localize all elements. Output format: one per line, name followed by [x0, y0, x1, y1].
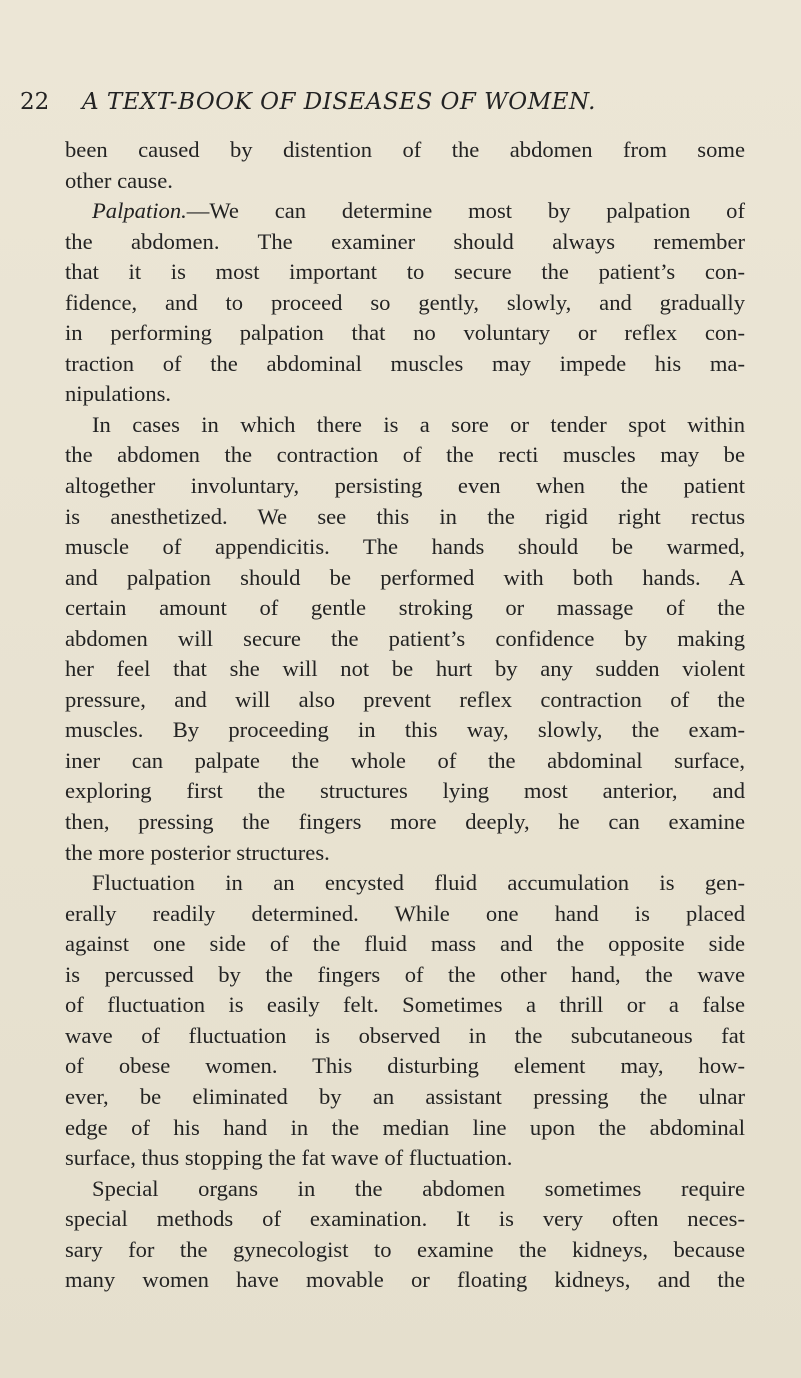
text-line: ever, be eliminated by an assistant pressing the ulnar	[65, 1083, 745, 1109]
section-heading: Palpation.	[92, 198, 187, 224]
text-line: and palpation should be performed with both hands. A	[65, 564, 745, 590]
body-text	[65, 135, 745, 1296]
page-number: 22	[20, 89, 50, 115]
text-line: is anesthetized. We see this in the rigid right rectus	[65, 503, 745, 529]
text-line: In cases in which there is a sore or tender spot within	[92, 411, 745, 437]
running-title: A TEXT-BOOK OF DISEASES OF WOMEN.	[82, 89, 596, 115]
text-line: iner can palpate the whole of the abdominal surface,	[65, 747, 745, 773]
text-run: —We can determine most by palpation of	[186, 198, 745, 224]
text-line: traction of the abdominal muscles may impede his ma-	[65, 350, 745, 376]
text-line: other cause.	[65, 167, 173, 193]
text-line: surface, thus stopping the fat wave of fluctuation.	[65, 1145, 513, 1171]
text-line: sary for the gynecologist to examine the kidneys, because	[65, 1236, 745, 1262]
text-line: her feel that she will not be hurt by any sudden violent	[65, 656, 745, 682]
text-line: edge of his hand in the median line upon the abdominal	[65, 1114, 745, 1140]
text-line: exploring first the structures lying most anterior, and	[65, 778, 745, 804]
text-line: many women have movable or floating kidneys, and the	[65, 1267, 745, 1293]
text-line: in performing palpation that no voluntary or reflex con-	[65, 320, 745, 346]
text-line: of fluctuation is easily felt. Sometimes a thrill or a false	[65, 992, 745, 1018]
text-line: against one side of the fluid mass and the opposite side	[65, 931, 745, 957]
text-line: abdomen will secure the patient’s confidence by making	[65, 625, 745, 651]
text-line	[65, 196, 745, 227]
text-line: then, pressing the fingers more deeply, he can examine	[65, 809, 745, 835]
text-line: is percussed by the fingers of the other hand, the wave	[65, 961, 745, 987]
text-line: certain amount of gentle stroking or massage of the	[65, 595, 745, 621]
text-line: altogether involuntary, persisting even when the patient	[65, 473, 745, 499]
text-line: the abdomen. The examiner should always remember	[65, 228, 745, 254]
text-line: pressure, and will also prevent reflex contraction of the	[65, 686, 745, 712]
text-line: that it is most important to secure the patient’s con-	[65, 259, 745, 285]
text-line: fidence, and to proceed so gently, slowly, and gradually	[65, 289, 745, 315]
text-line: muscle of appendicitis. The hands should be warmed,	[65, 534, 745, 560]
text-line: of obese women. This disturbing element may, how-	[65, 1053, 745, 1079]
text-line: wave of fluctuation is observed in the subcutaneous fat	[65, 1022, 745, 1048]
text-line: muscles. By proceeding in this way, slowly, the exam-	[65, 717, 745, 743]
page-header	[20, 84, 780, 120]
text-line: nipulations.	[65, 381, 172, 407]
text-line: Fluctuation in an encysted fluid accumulation is gen-	[92, 870, 745, 896]
text-line: the abdomen the contraction of the recti muscles may be	[65, 442, 745, 468]
text-line: special methods of examination. It is very often neces-	[65, 1206, 745, 1232]
text-line: erally readily determined. While one hand is placed	[65, 900, 745, 926]
text-line: been caused by distention of the abdomen from some	[65, 137, 745, 162]
text-line: the more posterior structures.	[65, 839, 330, 865]
text-line: Special organs in the abdomen sometimes require	[92, 1175, 745, 1201]
